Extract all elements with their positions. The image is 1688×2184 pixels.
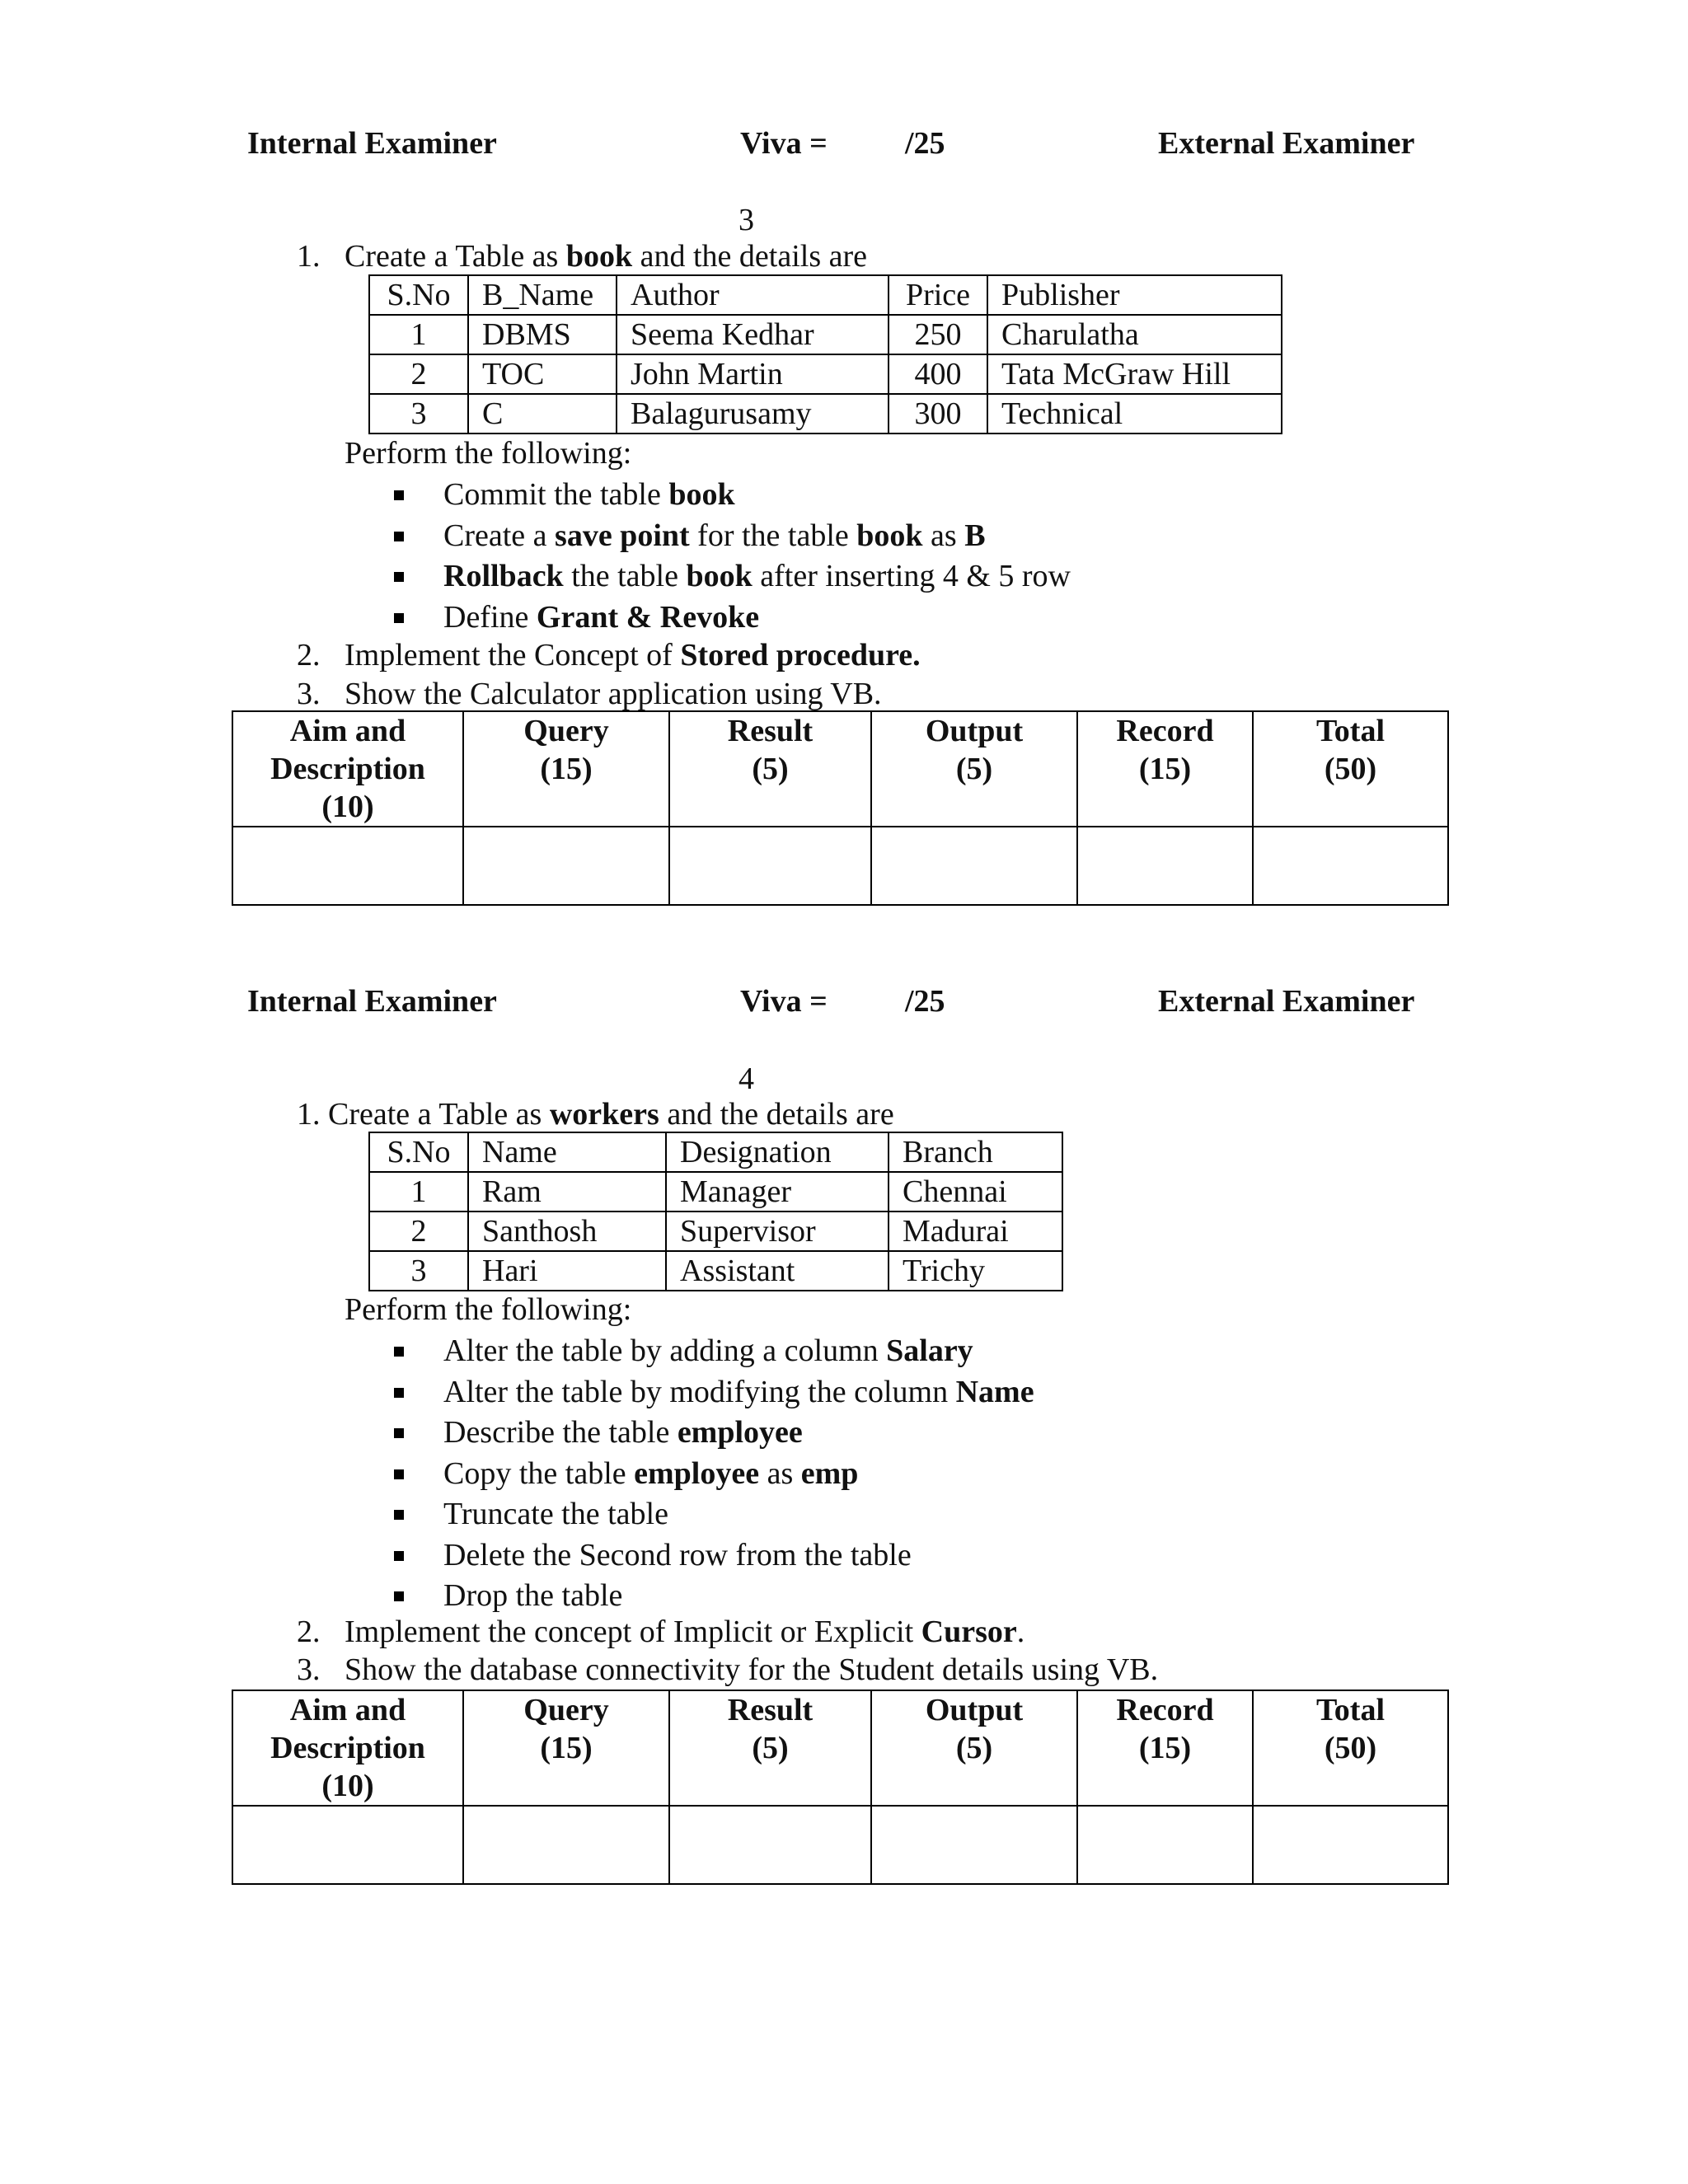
task-3-text: Show the database connectivity for the Student details using VB. bbox=[345, 1652, 1159, 1687]
bullet-item: Commit the table book bbox=[443, 477, 735, 512]
bullet-marker bbox=[394, 572, 404, 582]
task-prefix: 2. bbox=[297, 638, 321, 673]
score-entry-cell[interactable] bbox=[669, 827, 871, 905]
table-row bbox=[369, 1172, 1062, 1212]
bullet-marker bbox=[394, 490, 404, 500]
table-cell: Santhosh bbox=[468, 1212, 666, 1251]
table-row bbox=[369, 315, 1282, 354]
table-header-row bbox=[369, 1132, 1062, 1172]
table-cell: Ram bbox=[468, 1172, 666, 1212]
bullet-item: Alter the table by modifying the column Name bbox=[443, 1374, 1034, 1409]
table-cell: Charulatha bbox=[987, 315, 1282, 354]
bullet-item: Alter the table by adding a column Salary bbox=[443, 1333, 973, 1368]
table-cell: 2 bbox=[369, 1212, 468, 1251]
internal-examiner-label-2: Internal Examiner bbox=[247, 984, 497, 1019]
header-cell: Author bbox=[617, 275, 889, 315]
table-cell: 300 bbox=[889, 394, 987, 434]
bullet-marker bbox=[394, 1388, 404, 1398]
table-cell: Manager bbox=[666, 1172, 889, 1212]
bullet-marker bbox=[394, 1551, 404, 1561]
perform-label: Perform the following: bbox=[345, 436, 632, 471]
task-prefix: 3. bbox=[297, 677, 321, 711]
table-cell: Tata McGraw Hill bbox=[987, 354, 1282, 394]
table-cell: 2 bbox=[369, 354, 468, 394]
table-cell: 3 bbox=[369, 1251, 468, 1291]
table-cell: C bbox=[468, 394, 617, 434]
table-cell: TOC bbox=[468, 354, 617, 394]
bullet-item: Describe the table employee bbox=[443, 1415, 803, 1450]
table-cell: John Martin bbox=[617, 354, 889, 394]
table-row bbox=[369, 1212, 1062, 1251]
header-cell: Publisher bbox=[987, 275, 1282, 315]
workers-table bbox=[368, 1132, 1063, 1291]
table-cell: 400 bbox=[889, 354, 987, 394]
score-entry-cell[interactable] bbox=[1253, 827, 1448, 905]
score-header-cell: Output (5) bbox=[871, 1690, 1077, 1806]
score-header-cell: Record (15) bbox=[1077, 711, 1253, 827]
score-entry-cell[interactable] bbox=[1077, 1806, 1253, 1884]
header-cell: Price bbox=[889, 275, 987, 315]
table-cell: 3 bbox=[369, 394, 468, 434]
bullet-item: Delete the Second row from the table bbox=[443, 1537, 912, 1572]
score-header-cell: Total (50) bbox=[1253, 1690, 1448, 1806]
table-cell: Seema Kedhar bbox=[617, 315, 889, 354]
task-prefix: 1. bbox=[297, 239, 321, 274]
table-cell: Balagurusamy bbox=[617, 394, 889, 434]
viva-max-2: /25 bbox=[905, 984, 945, 1019]
bullet-item: Truncate the table bbox=[443, 1497, 668, 1531]
table-header-row bbox=[369, 275, 1282, 315]
score-entry-cell[interactable] bbox=[463, 1806, 669, 1884]
table-cell: Chennai bbox=[889, 1172, 1062, 1212]
table-cell: Supervisor bbox=[666, 1212, 889, 1251]
score-entry-cell[interactable] bbox=[1253, 1806, 1448, 1884]
score-entry-cell[interactable] bbox=[871, 1806, 1077, 1884]
table-cell: 1 bbox=[369, 1172, 468, 1212]
table-cell: Assistant bbox=[666, 1251, 889, 1291]
score-entry-cell[interactable] bbox=[871, 827, 1077, 905]
section-number: 4 bbox=[738, 1062, 754, 1096]
external-examiner-label-2: External Examiner bbox=[1158, 984, 1415, 1019]
score-entry-cell[interactable] bbox=[1077, 827, 1253, 905]
bullet-item: Rollback the table book after inserting 4 & 5 row bbox=[443, 559, 1071, 593]
book-table bbox=[368, 274, 1282, 434]
score-table bbox=[232, 1690, 1449, 1885]
table-cell: Technical bbox=[987, 394, 1282, 434]
external-examiner-label-1: External Examiner bbox=[1158, 126, 1415, 161]
task-prefix: 2. bbox=[297, 1615, 321, 1649]
score-header-cell: Result (5) bbox=[669, 711, 871, 827]
bullet-marker bbox=[394, 1591, 404, 1601]
table-cell: DBMS bbox=[468, 315, 617, 354]
bullet-marker bbox=[394, 532, 404, 541]
section-number: 3 bbox=[738, 203, 754, 237]
score-header-cell: Aim and Description (10) bbox=[232, 711, 463, 827]
score-entry-cell[interactable] bbox=[232, 827, 463, 905]
table-cell: 1 bbox=[369, 315, 468, 354]
score-header-row bbox=[232, 1690, 1448, 1806]
bullet-marker bbox=[394, 1428, 404, 1438]
task-2-text: Implement the concept of Implicit or Explicit Cursor. bbox=[345, 1615, 1025, 1649]
score-header-row bbox=[232, 711, 1448, 827]
task-1-text: Create a Table as book and the details are bbox=[345, 239, 867, 274]
table-cell: Madurai bbox=[889, 1212, 1062, 1251]
score-entry-row bbox=[232, 1806, 1448, 1884]
bullet-marker bbox=[394, 613, 404, 623]
table-cell: Trichy bbox=[889, 1251, 1062, 1291]
bullet-marker bbox=[394, 1347, 404, 1357]
header-cell: Designation bbox=[666, 1132, 889, 1172]
viva-label-1: Viva = bbox=[740, 126, 828, 161]
bullet-marker bbox=[394, 1469, 404, 1479]
score-header-cell: Query (15) bbox=[463, 711, 669, 827]
table-cell: 250 bbox=[889, 315, 987, 354]
header-cell: S.No bbox=[369, 1132, 468, 1172]
task-3-text: Show the Calculator application using VB. bbox=[345, 677, 882, 711]
score-table bbox=[232, 710, 1449, 906]
score-entry-row bbox=[232, 827, 1448, 905]
bullet-item: Define Grant & Revoke bbox=[443, 599, 760, 635]
bullet-marker bbox=[394, 1510, 404, 1520]
score-entry-cell[interactable] bbox=[232, 1806, 463, 1884]
header-cell: B_Name bbox=[468, 275, 617, 315]
bullet-item: Create a save point for the table book as B bbox=[443, 518, 986, 553]
table-cell: Hari bbox=[468, 1251, 666, 1291]
bullet-item: Copy the table employee as emp bbox=[443, 1455, 859, 1491]
score-header-cell: Result (5) bbox=[669, 1690, 871, 1806]
score-header-cell: Total (50) bbox=[1253, 711, 1448, 827]
internal-examiner-label-1: Internal Examiner bbox=[247, 126, 497, 161]
score-header-cell: Aim and Description (10) bbox=[232, 1690, 463, 1806]
header-cell: Name bbox=[468, 1132, 666, 1172]
viva-label-2: Viva = bbox=[740, 984, 828, 1019]
score-entry-cell[interactable] bbox=[463, 827, 669, 905]
score-header-cell: Record (15) bbox=[1077, 1690, 1253, 1806]
bullet-item: Drop the table bbox=[443, 1578, 623, 1613]
table-row bbox=[369, 1251, 1062, 1291]
task-2-text: Implement the Concept of Stored procedure. bbox=[345, 638, 921, 673]
task-prefix: 3. bbox=[297, 1652, 321, 1687]
score-header-cell: Query (15) bbox=[463, 1690, 669, 1806]
score-entry-cell[interactable] bbox=[669, 1806, 871, 1884]
task-1-text: 1. Create a Table as workers and the details are bbox=[297, 1097, 894, 1132]
header-cell: Branch bbox=[889, 1132, 1062, 1172]
table-row bbox=[369, 394, 1282, 434]
table-row bbox=[369, 354, 1282, 394]
score-header-cell: Output (5) bbox=[871, 711, 1077, 827]
perform-label: Perform the following: bbox=[345, 1292, 632, 1327]
viva-max-1: /25 bbox=[905, 126, 945, 161]
header-cell: S.No bbox=[369, 275, 468, 315]
